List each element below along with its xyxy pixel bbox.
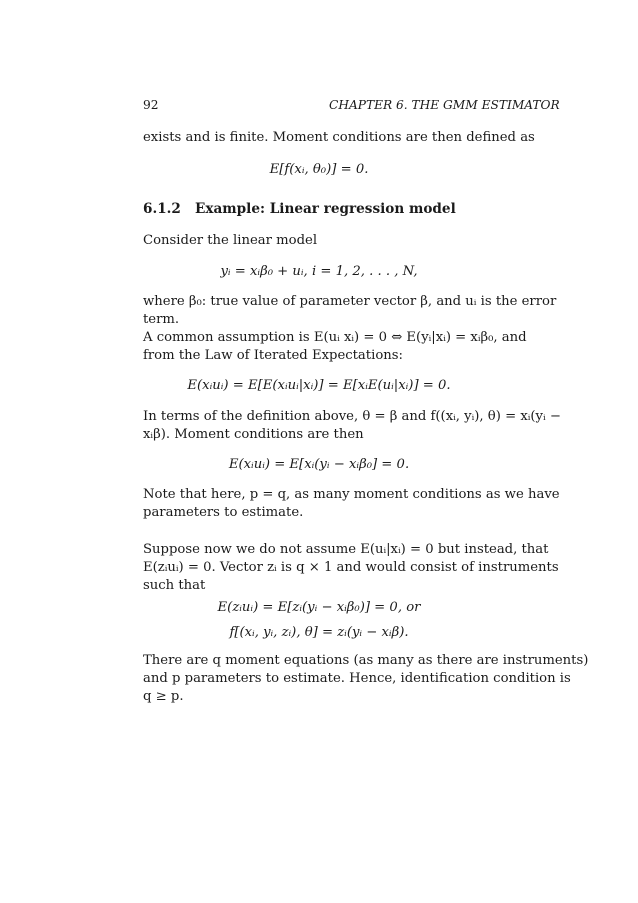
section-number: 6.1.2 [143, 201, 181, 217]
paragraph-line: A common assumption is E(uᵢ xᵢ) = 0 ⇔ E(yᵢ|xᵢ) = xᵢβ₀, and [143, 330, 527, 345]
page-number: 92 [143, 98, 159, 112]
paragraph-line: In terms of the definition above, θ = β and f((xᵢ, yᵢ), θ) = xᵢ(yᵢ − [143, 409, 561, 424]
paragraph-line: Note that here, p = q, as many moment conditions as we have [143, 487, 560, 502]
paragraph-line: There are q moment equations (as many as there are instruments) [143, 653, 589, 668]
equation: f[(xᵢ, yᵢ, zᵢ), θ] = zᵢ(yᵢ − xᵢβ). [229, 625, 409, 640]
paragraph-line: exists and is finite. Moment conditions are then defined as [143, 130, 535, 145]
equation: E(xᵢuᵢ) = E[E(xᵢuᵢ|xᵢ)] = E[xᵢE(uᵢ|xᵢ)] = 0. [187, 378, 451, 393]
equation: E(xᵢuᵢ) = E[xᵢ(yᵢ − xᵢβ₀] = 0. [228, 457, 410, 472]
equation: yᵢ = xᵢβ₀ + uᵢ, i = 1, 2, . . . , N, [220, 264, 418, 279]
section-title: Example: Linear regression model [195, 201, 456, 217]
paragraph-line: Consider the linear model [143, 233, 318, 248]
paragraph-line: where β₀: true value of parameter vector β, and uᵢ is the error [143, 294, 557, 309]
paragraph-line: such that [143, 578, 206, 593]
paragraph-line: Suppose now we do not assume E(uᵢ|xᵢ) = 0 but instead, that [143, 542, 549, 557]
running-head: CHAPTER 6. THE GMM ESTIMATOR [329, 98, 560, 112]
paragraph-line: term. [143, 312, 180, 327]
paragraph-line: parameters to estimate. [143, 505, 304, 520]
paragraph-line: q ≥ p. [143, 689, 184, 704]
paragraph-line: xᵢβ). Moment conditions are then [143, 427, 364, 442]
paragraph-line: and p parameters to estimate. Hence, identification condition is [143, 671, 571, 686]
equation: E(zᵢuᵢ) = E[zᵢ(yᵢ − xᵢβ₀)] = 0, or [217, 600, 421, 615]
paragraph-line: from the Law of Iterated Expectations: [143, 348, 403, 363]
equation: E[f(xᵢ, θ₀)] = 0. [269, 162, 369, 177]
paragraph-line: E(zᵢuᵢ) = 0. Vector zᵢ is q × 1 and would consist of instruments [143, 560, 559, 575]
